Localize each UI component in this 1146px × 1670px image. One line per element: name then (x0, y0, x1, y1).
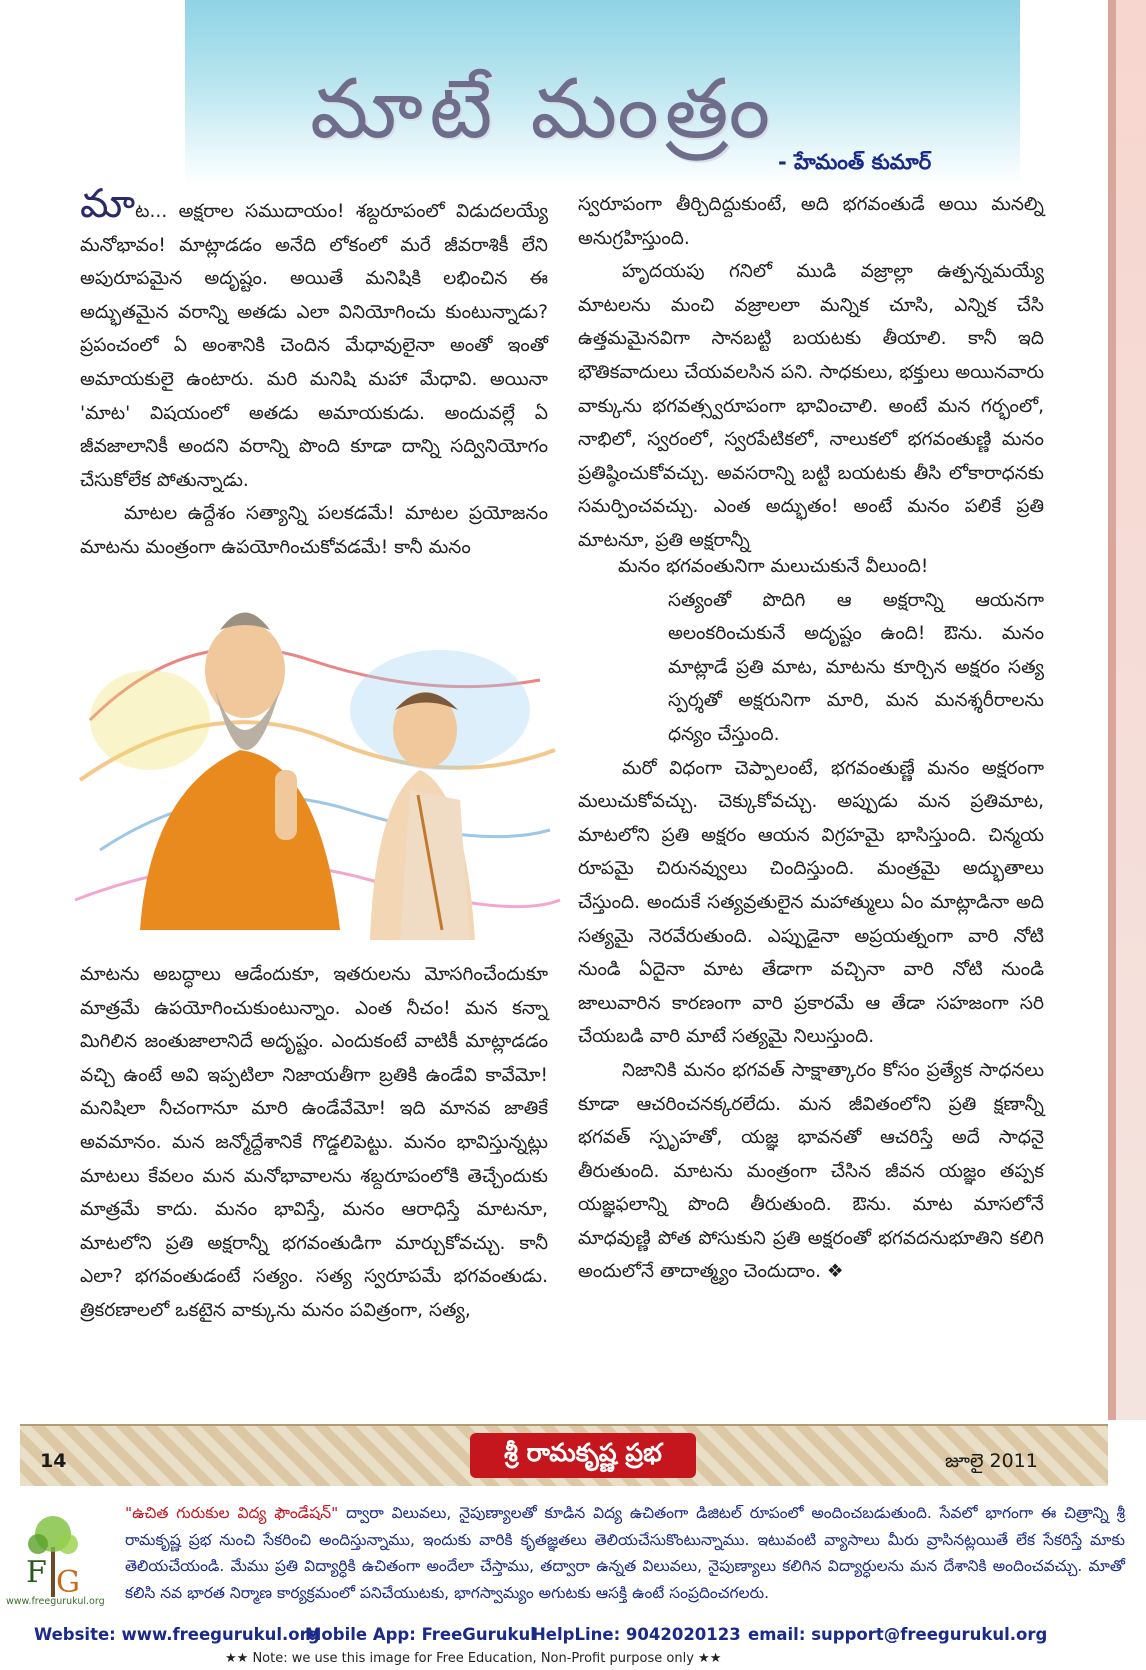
email-label: email: (748, 1625, 806, 1644)
app-name[interactable]: FreeGurukul (421, 1625, 536, 1644)
paragraph-8: మరో విధంగా చెప్పాలంటే, భగవంతుణ్ణే మనం అక్షరంగా మలుచుకోవచ్చు. చెక్కుకోవచ్చు. అప్పుడు మన ప్రతిమాట, మాటలోని ప్రతి అక్షరం ఆయన విగ్రహమై భాసిస్తుంది. చిన్మయ రూపమై చిరునవ్వులు చిందిస్తుంది. మంత్రమై అద్భుతాలు చేస్తుంది. అందుకే సత్యవ్రతులైన మహాత్ములు ఏం మాట్లాడినా అది సత్యమై నెరవేరుతుంది. ఎప్పుడైనా అప్రయత్నంగా వారి నోటి నుండి ఏదైనా మాట తేడాగా వచ్చినా వారి నోటి నుండి జాలువారిన కారణంగా వారి ప్రకారమే ఆ తేడా సహజంగా సరి చేయబడి వారి మాటే సత్యమై నిలుస్తుంది. (578, 757, 1044, 1048)
app-label: Mobile App: (305, 1625, 416, 1644)
notice-text: ద్వారా విలువలు, నైపుణ్యాలతో కూడిన విద్య ఉచితంగా డిజిటల్ రూపంలో అందించబడుతుంది. సేవలో భాగంగా ఈ చిత్రాన్ని శ్రీ రామకృష్ణ ప్రభ నుంచి సేకరించి అందిస్తున్నాము, ఇందుకు వారికి కృతజ్ఞతలు తెలియచేసుకొంటున్నాము. ఇటువంటి వ్యాసాలు మీరు వ్రాసినట్లయితే లేక సేకరిస్తే మాకు తెలియచేయండి. మేము ప్రతి విద్యార్ధికి ఉచితంగా అందేలా చేస్తాము, తద్వారా ఉన్నత విలువలు, నైపుణ్యాలు కలిగిన విద్యార్ధులను మన దేశానికి అందించవచ్చు. మాతో కలిసి నవ భారత నిర్మాణ కార్యక్రమంలో పనిచేయుటకు, భాగస్వామ్యం అగుటకు ఆసక్తి ఉంటే సంప్రదించగలరు. (125, 1504, 1125, 1602)
logo-url: www.freegurukul.org (6, 1596, 105, 1607)
article-column-left-top (80, 181, 548, 565)
magazine-masthead: శ్రీ రామకృష్ణ ప్రభ (470, 1433, 696, 1478)
paragraph-2: మాటల ఉద్దేశం సత్యాన్ని పలకడమే! మాటల ప్రయోజనం మాటను మంత్రంగా ఉపయోగించుకోవడమే! కానీ మనం (80, 503, 548, 558)
paragraph-6: మనం భగవంతునిగా మలుచుకునే వీలుంది! (618, 556, 929, 577)
usage-note: ★★ Note: we use this image for Free Education, Non-Profit purpose only ★★ (225, 1651, 722, 1666)
helpline-label: HelpLine: (532, 1625, 621, 1644)
contact-email[interactable] (748, 1625, 1047, 1644)
article-author: - హేమంత్ కుమార్ (778, 150, 932, 174)
paragraph-5: హృదయపు గనిలో ముడి వజ్రాల్లా ఉత్పన్నమయ్యే మాటలను మంచి వజ్రాలలా మన్నిక చూసి, ఎన్నిక చేసి ఉత్తమమైనవిగా సానబట్టి బయటకు తీయాలి. కానీ ఇది భౌతికవాదులు చేయవలసిన పని. సాధకులు, భక్తులు అయినవారు వాక్కును భగవత్స్వరూపంగా భావించాలి. అంటే మన గర్భంలో, నాభిలో, స్వరంలో, స్వరపేటికలో, నాలుకలో భగవంతుణ్ణి మనం ప్రతిష్ఠించుకోవచ్చు. అవసరాన్ని బట్టి బయటకు తీసి లోకారాధనకు సమర్పించవచ్చు. ఎంత అద్భుతం! అంటే మనం పలికే ప్రతి మాటనూ, ప్రతి అక్షరాన్నీ (578, 261, 1044, 551)
article-column-right-top (578, 188, 1044, 558)
article-column-left-bottom (80, 958, 548, 1328)
email-link[interactable]: support@freegurukul.org (811, 1625, 1048, 1644)
foundation-name: "ఉచిత గురుకుల విద్య ఫౌండేషన్" (125, 1504, 339, 1522)
issue-date: జూలై 2011 (945, 1450, 1038, 1472)
contact-helpline[interactable] (532, 1625, 741, 1644)
paragraph-7: సత్యంతో పొదిగి ఆ అక్షరాన్ని ఆయనగా అలంకరించుకునే అదృష్టం ఉంది! ఔను. మనం మాట్లాడే ప్రతి మాట, మాటను కూర్చిన అక్షరం సత్య స్పర్శతో అక్షరునిగా మారి, మన మనశ్శరీరాలను ధన్యం చేస్తుంది. (668, 589, 1044, 745)
contact-mobile-app[interactable] (305, 1625, 536, 1644)
drop-cap: మా (80, 181, 136, 227)
page-edge-strip (1108, 0, 1146, 1420)
article-column-right-mid (578, 550, 1044, 1289)
svg-text:F: F (26, 1555, 47, 1590)
freegurukul-logo-icon (18, 1512, 88, 1600)
paragraph-9: నిజానికి మనం భగవత్ సాక్షాత్కారం కోసం ప్రత్యేక సాధనలు కూడా ఆచరించనక్కరలేదు. మన జీవితంలోని ప్రతి క్షణాన్నీ భగవత్ స్పృహతో, యజ్ఞ భావనతో ఆచరిస్తే అదే సాధనై తీరుతుంది. మాటను మంత్రంగా చేసిన జీవన యజ్ఞం తప్పక యజ్ఞఫలాన్ని పొంది తీరుతుంది. ఔను. మాట మాసలోనే మాధవుణ్ణి పోత పోసుకుని ప్రతి అక్షరంతో భగవదనుభూతిని కలిగి అందులోనే తాదాత్మ్యం చెందుదాం. ❖ (578, 1059, 1044, 1283)
contact-website[interactable] (34, 1625, 320, 1644)
sage-and-disciple-illustration (70, 600, 565, 950)
article-title: మాటే మంత్రం (310, 62, 777, 157)
paragraph-3: మాటను అబద్ధాలు ఆడేందుకూ, ఇతరులను మోసగించేందుకూ మాత్రమే ఉపయోగించుకుంటున్నాం. ఎంత నీచం! మన కన్నా మిగిలిన జంతుజాలానిదే అదృష్టం. ఎందుకంటే వాటికీ మాట్లాడడం వచ్చి ఉంటే అవి ఇప్పటిలా నిజాయతీగా బ్రతికి ఉండేవి కావేమో! మనిషిలా నీచంగానూ మారి ఉండేవేమో! ఇది మానవ జాతికే అవమానం. మన జన్మోద్దేశానికే గొడ్డలిపెట్టు. మనం భావిస్తున్నట్లు మాటలు కేవలం మన మనోభావాలను శబ్దరూపంలోకి తెచ్చేందుకు మాత్రమే కాదు. మనం భావిస్తే, మనం ఆరాధిస్తే మాటనూ, మాటలోని ప్రతి అక్షరాన్నీ భగవంతుడిగా మార్చుకోవచ్చు. కానీ ఎలా? భగవంతుడంటే సత్యం. సత్య స్వరూపమే భగవంతుడు. త్రికరణాలలో ఒకటైన వాక్కును మనం పవిత్రంగా, సత్య, (80, 964, 548, 1321)
website-link[interactable]: www.freegurukul.org (121, 1625, 320, 1644)
page-number: 14 (40, 1450, 67, 1472)
paragraph-4: స్వరూపంగా తీర్చిదిద్దుకుంటే, అది భగవంతుడే అయి మనల్ని అనుగ్రహిస్తుంది. (578, 194, 1044, 249)
paragraph-1: ట... అక్షరాల సముదాయం! శబ్దరూపంలో విడుదలయ్యే మనోభావం! మాట్లాడడం అనేది లోకంలో మరే జీవరాశికీ లేని అపురూపమైన అదృష్టం. అయితే మనిషికి లభించిన ఈ అద్భుతమైన వరాన్ని అతడు ఎలా వినియోగించు కుంటున్నాడు? ప్రపంచంలో ఏ అంశానికి చెందిన మేధావులైనా అంతో ఇంతో అమాయకులై ఉంటారు. మరి మనిషి మహా మేధావి. అయినా 'మాట' విషయంలో అతడు అమాయకుడు. అందువల్లే ఏ జీవజాలానికీ అందని వరాన్ని పొంది కూడా దాన్ని సద్వినియోగం చేసుకోలేక పోతున్నాడు. (80, 201, 548, 491)
svg-text:G: G (56, 1565, 80, 1600)
helpline-number[interactable]: 9042020123 (625, 1625, 741, 1644)
website-label: Website: (34, 1625, 116, 1644)
foundation-notice (125, 1500, 1125, 1606)
